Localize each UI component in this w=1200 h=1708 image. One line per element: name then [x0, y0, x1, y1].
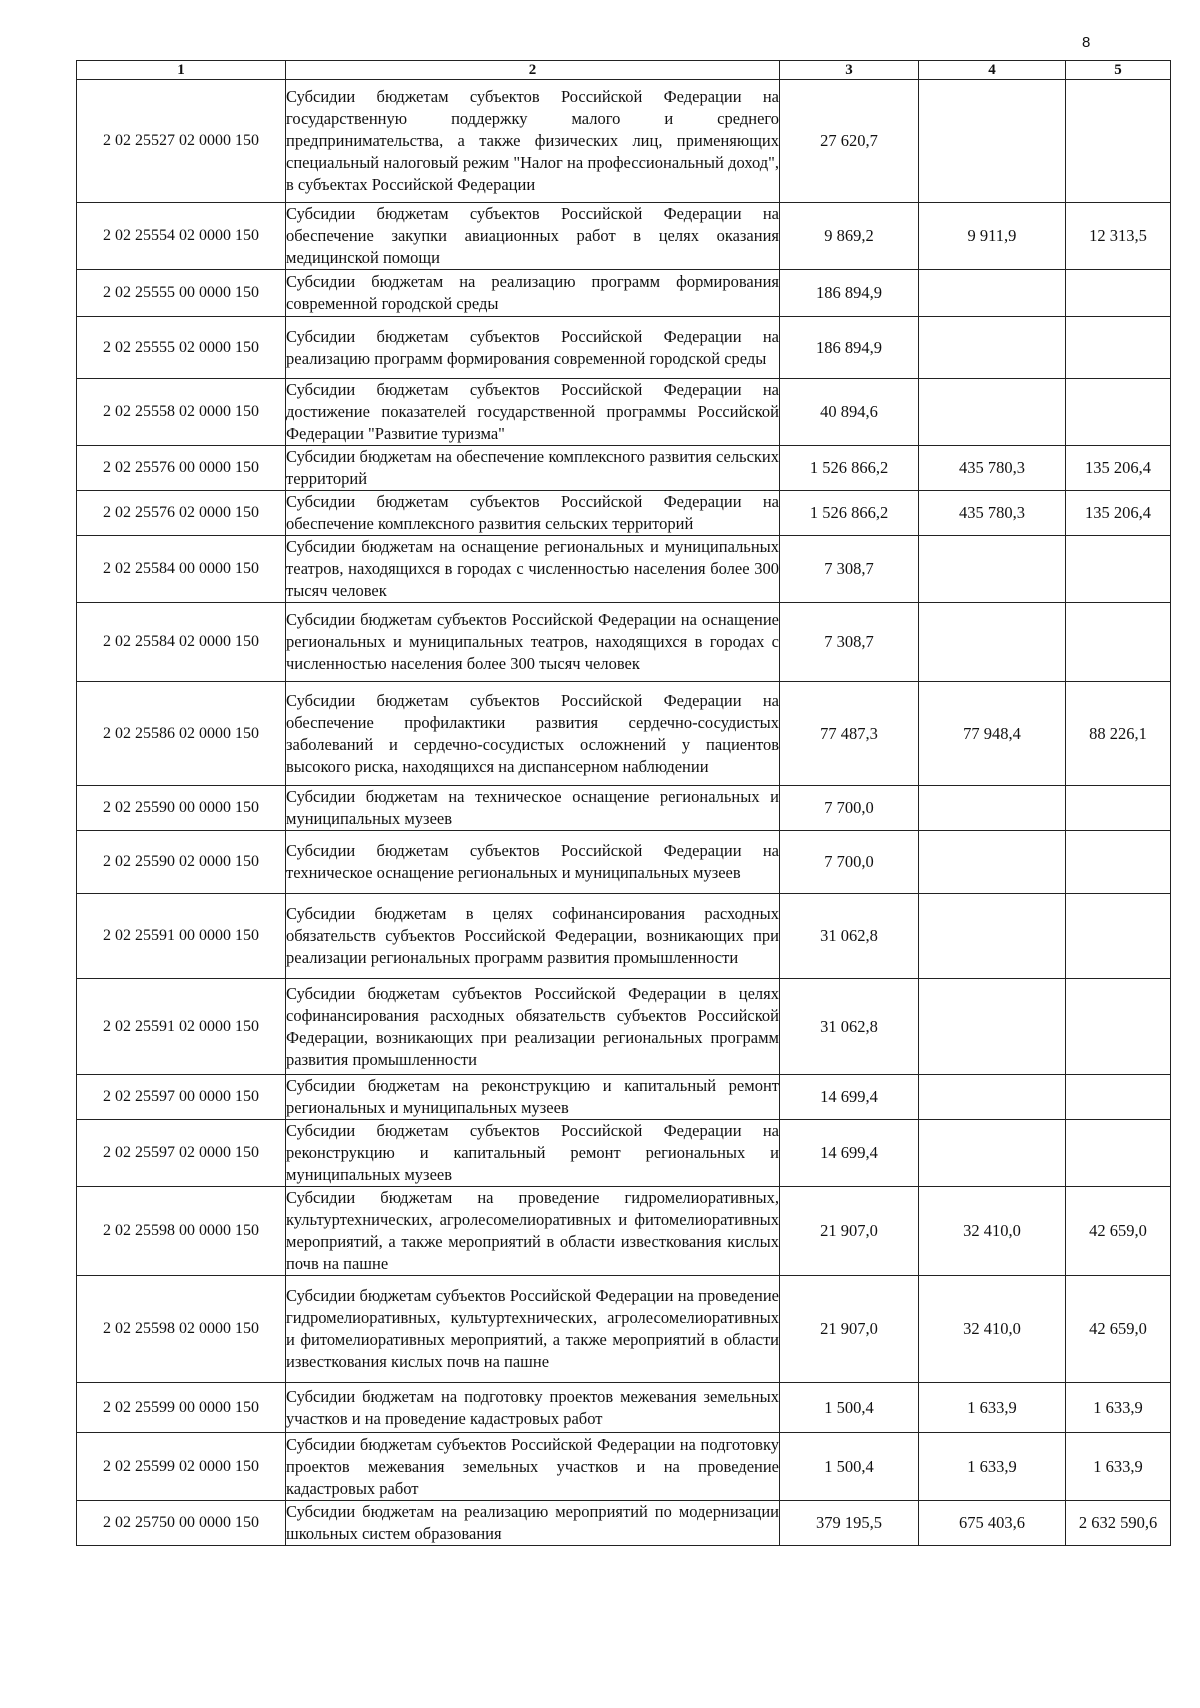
value-col-3: 186 894,9 — [780, 270, 919, 317]
table-row — [77, 831, 1171, 894]
value-col-5 — [1066, 379, 1171, 446]
description-cell: Субсидии бюджетам на подготовку проектов межевания земельных участков и на проведение кадастровых работ — [286, 1383, 780, 1433]
code-cell: 2 02 25555 00 0000 150 — [77, 270, 286, 317]
value-col-5 — [1066, 536, 1171, 603]
description-cell: Субсидии бюджетам субъектов Российской Федерации в целях софинансирования расходных обязательств субъектов Российской Федерации, возникающих при реализации региональных программ развития промышленности — [286, 979, 780, 1075]
code-cell: 2 02 25527 02 0000 150 — [77, 80, 286, 203]
value-col-5 — [1066, 1120, 1171, 1187]
value-col-3: 14 699,4 — [780, 1075, 919, 1120]
value-col-4: 32 410,0 — [919, 1276, 1066, 1383]
description-cell: Субсидии бюджетам субъектов Российской Федерации на оснащение региональных и муниципальных театров, находящихся в городах с численностью населения более 300 тысяч человек — [286, 603, 780, 682]
table-row — [77, 1276, 1171, 1383]
value-col-3: 31 062,8 — [780, 894, 919, 979]
value-col-4 — [919, 1120, 1066, 1187]
table-row — [77, 979, 1171, 1075]
header-col-2: 2 — [286, 61, 780, 80]
description-cell: Субсидии бюджетам на реконструкцию и капитальный ремонт региональных и муниципальных музеев — [286, 1075, 780, 1120]
code-cell: 2 02 25576 02 0000 150 — [77, 491, 286, 536]
description-cell: Субсидии бюджетам на техническое оснащение региональных и муниципальных музеев — [286, 786, 780, 831]
value-col-5 — [1066, 894, 1171, 979]
value-col-3: 31 062,8 — [780, 979, 919, 1075]
value-col-3: 1 500,4 — [780, 1433, 919, 1501]
value-col-4 — [919, 603, 1066, 682]
table-row — [77, 491, 1171, 536]
value-col-4: 435 780,3 — [919, 446, 1066, 491]
code-cell: 2 02 25554 02 0000 150 — [77, 203, 286, 270]
value-col-4: 435 780,3 — [919, 491, 1066, 536]
code-cell: 2 02 25555 02 0000 150 — [77, 317, 286, 379]
value-col-3: 27 620,7 — [780, 80, 919, 203]
table-row — [77, 536, 1171, 603]
code-cell: 2 02 25591 02 0000 150 — [77, 979, 286, 1075]
value-col-5 — [1066, 831, 1171, 894]
code-cell: 2 02 25590 02 0000 150 — [77, 831, 286, 894]
header-col-1: 1 — [77, 61, 286, 80]
table-row — [77, 1383, 1171, 1433]
value-col-5 — [1066, 979, 1171, 1075]
description-cell: Субсидии бюджетам субъектов Российской Федерации на обеспечение профилактики развития сердечно-сосудистых заболеваний и сердечно-сосудистых осложнений у пациентов высокого риска, находящихся на диспансерном наблюдении — [286, 682, 780, 786]
value-col-3: 7 308,7 — [780, 603, 919, 682]
value-col-4 — [919, 536, 1066, 603]
value-col-5: 42 659,0 — [1066, 1276, 1171, 1383]
code-cell: 2 02 25599 00 0000 150 — [77, 1383, 286, 1433]
description-cell: Субсидии бюджетам на реализацию программ формирования современной городской среды — [286, 270, 780, 317]
description-cell: Субсидии бюджетам субъектов Российской Федерации на проведение гидромелиоративных, культуртехнических, агролесомелиоративных и фитомелиоративных мероприятий, а также мероприятий в области известкования кислых почв на пашне — [286, 1276, 780, 1383]
value-col-5 — [1066, 80, 1171, 203]
description-cell: Субсидии бюджетам субъектов Российской Федерации на обеспечение комплексного развития сельских территорий — [286, 491, 780, 536]
value-col-4 — [919, 979, 1066, 1075]
value-col-5: 2 632 590,6 — [1066, 1501, 1171, 1546]
value-col-4: 1 633,9 — [919, 1433, 1066, 1501]
value-col-4 — [919, 1075, 1066, 1120]
value-col-4 — [919, 894, 1066, 979]
value-col-5 — [1066, 786, 1171, 831]
code-cell: 2 02 25598 00 0000 150 — [77, 1187, 286, 1276]
value-col-5: 12 313,5 — [1066, 203, 1171, 270]
table-row — [77, 1501, 1171, 1546]
value-col-3: 40 894,6 — [780, 379, 919, 446]
description-cell: Субсидии бюджетам субъектов Российской Федерации на подготовку проектов межевания земельных участков и на проведение кадастровых работ — [286, 1433, 780, 1501]
value-col-5: 135 206,4 — [1066, 446, 1171, 491]
code-cell: 2 02 25590 00 0000 150 — [77, 786, 286, 831]
value-col-5 — [1066, 317, 1171, 379]
value-col-4 — [919, 270, 1066, 317]
value-col-4 — [919, 786, 1066, 831]
value-col-5: 1 633,9 — [1066, 1383, 1171, 1433]
code-cell: 2 02 25598 02 0000 150 — [77, 1276, 286, 1383]
value-col-5 — [1066, 603, 1171, 682]
value-col-5: 1 633,9 — [1066, 1433, 1171, 1501]
table-row — [77, 1075, 1171, 1120]
code-cell: 2 02 25584 00 0000 150 — [77, 536, 286, 603]
description-cell: Субсидии бюджетам субъектов Российской Федерации на реализацию программ формирования современной городской среды — [286, 317, 780, 379]
table-row — [77, 1433, 1171, 1501]
description-cell: Субсидии бюджетам на оснащение региональных и муниципальных театров, находящихся в городах с численностью населения более 300 тысяч человек — [286, 536, 780, 603]
description-cell: Субсидии бюджетам субъектов Российской Федерации на техническое оснащение региональных и муниципальных музеев — [286, 831, 780, 894]
value-col-3: 186 894,9 — [780, 317, 919, 379]
table-row — [77, 446, 1171, 491]
table-row — [77, 682, 1171, 786]
description-cell: Субсидии бюджетам на обеспечение комплексного развития сельских территорий — [286, 446, 780, 491]
table-row — [77, 1120, 1171, 1187]
value-col-4: 32 410,0 — [919, 1187, 1066, 1276]
value-col-4 — [919, 831, 1066, 894]
table-row — [77, 603, 1171, 682]
value-col-5 — [1066, 270, 1171, 317]
value-col-3: 14 699,4 — [780, 1120, 919, 1187]
value-col-4: 9 911,9 — [919, 203, 1066, 270]
table-header-row — [77, 61, 1171, 80]
code-cell: 2 02 25599 02 0000 150 — [77, 1433, 286, 1501]
table-row — [77, 379, 1171, 446]
description-cell: Субсидии бюджетам на проведение гидромелиоративных, культуртехнических, агролесомелиоративных и фитомелиоративных мероприятий, а также мероприятий в области известкования кислых почв на пашне — [286, 1187, 780, 1276]
value-col-5: 135 206,4 — [1066, 491, 1171, 536]
table-row — [77, 80, 1171, 203]
value-col-5: 42 659,0 — [1066, 1187, 1171, 1276]
code-cell: 2 02 25597 00 0000 150 — [77, 1075, 286, 1120]
code-cell: 2 02 25576 00 0000 150 — [77, 446, 286, 491]
code-cell: 2 02 25558 02 0000 150 — [77, 379, 286, 446]
description-cell: Субсидии бюджетам на реализацию мероприятий по модернизации школьных систем образования — [286, 1501, 780, 1546]
header-col-5: 5 — [1066, 61, 1171, 80]
value-col-3: 379 195,5 — [780, 1501, 919, 1546]
value-col-5 — [1066, 1075, 1171, 1120]
table-row — [77, 270, 1171, 317]
header-col-4: 4 — [919, 61, 1066, 80]
header-col-3: 3 — [780, 61, 919, 80]
value-col-3: 1 526 866,2 — [780, 491, 919, 536]
value-col-3: 7 700,0 — [780, 786, 919, 831]
value-col-4 — [919, 317, 1066, 379]
value-col-3: 21 907,0 — [780, 1187, 919, 1276]
value-col-4 — [919, 80, 1066, 203]
code-cell: 2 02 25586 02 0000 150 — [77, 682, 286, 786]
description-cell: Субсидии бюджетам в целях софинансирования расходных обязательств субъектов Российской Федерации, возникающих при реализации региональных программ развития промышленности — [286, 894, 780, 979]
code-cell: 2 02 25750 00 0000 150 — [77, 1501, 286, 1546]
value-col-4: 77 948,4 — [919, 682, 1066, 786]
description-cell: Субсидии бюджетам субъектов Российской Федерации на реконструкцию и капитальный ремонт региональных и муниципальных музеев — [286, 1120, 780, 1187]
value-col-3: 1 526 866,2 — [780, 446, 919, 491]
table-row — [77, 317, 1171, 379]
value-col-3: 1 500,4 — [780, 1383, 919, 1433]
value-col-4: 1 633,9 — [919, 1383, 1066, 1433]
table-row — [77, 1187, 1171, 1276]
description-cell: Субсидии бюджетам субъектов Российской Федерации на обеспечение закупки авиационных работ в целях оказания медицинской помощи — [286, 203, 780, 270]
value-col-4 — [919, 379, 1066, 446]
value-col-3: 9 869,2 — [780, 203, 919, 270]
value-col-3: 21 907,0 — [780, 1276, 919, 1383]
code-cell: 2 02 25584 02 0000 150 — [77, 603, 286, 682]
value-col-3: 7 308,7 — [780, 536, 919, 603]
code-cell: 2 02 25597 02 0000 150 — [77, 1120, 286, 1187]
budget-table — [76, 60, 1171, 1546]
table-row — [77, 894, 1171, 979]
table-row — [77, 203, 1171, 270]
description-cell: Субсидии бюджетам субъектов Российской Федерации на государственную поддержку малого и среднего предпринимательства, а также физических лиц, применяющих специальный налоговый режим "Налог на профессиональный доход", в субъектах Российской Федерации — [286, 80, 780, 203]
page-number: 8 — [1082, 34, 1091, 51]
value-col-5: 88 226,1 — [1066, 682, 1171, 786]
description-cell: Субсидии бюджетам субъектов Российской Федерации на достижение показателей государственной программы Российской Федерации "Развитие туризма" — [286, 379, 780, 446]
table-row — [77, 786, 1171, 831]
code-cell: 2 02 25591 00 0000 150 — [77, 894, 286, 979]
value-col-3: 77 487,3 — [780, 682, 919, 786]
value-col-3: 7 700,0 — [780, 831, 919, 894]
value-col-4: 675 403,6 — [919, 1501, 1066, 1546]
